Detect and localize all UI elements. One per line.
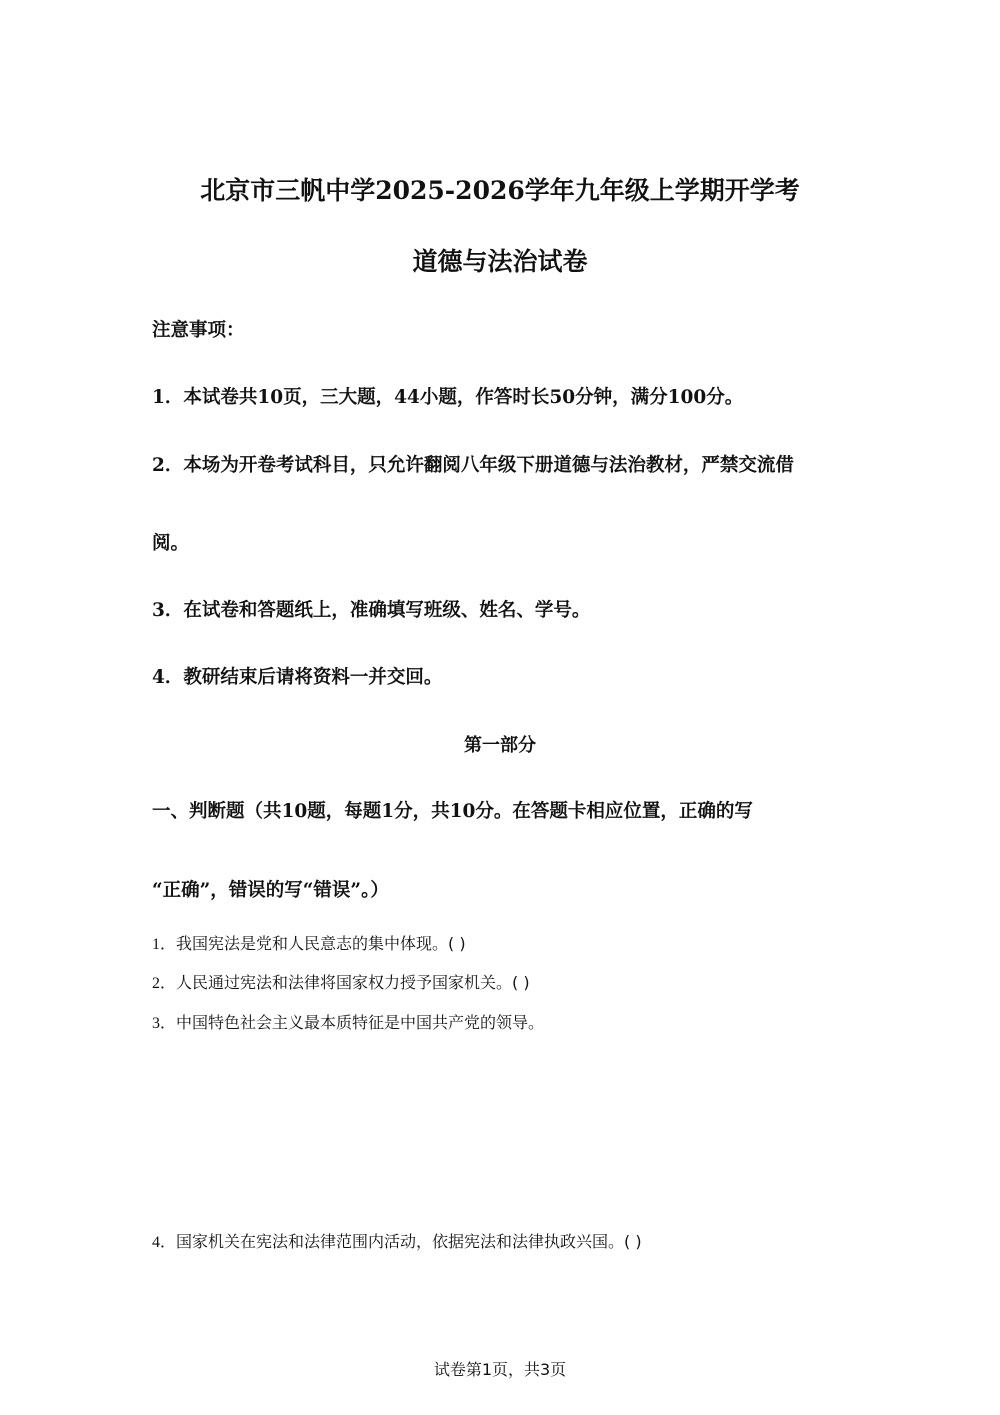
question-text: 国家机关在宪法和法律范围内活动，依据宪法和法律执政兴国。( ) [176, 1232, 642, 1251]
notes-heading: 注意事项： [152, 320, 245, 341]
page-footer: 试卷第1页，共3页 [433, 1360, 567, 1379]
question-text: 中国特色社会主义最本质特征是中国共产党的领导。 [176, 1013, 545, 1032]
question-text: 我国宪法是党和人民意志的集中体现。( ) [176, 934, 466, 953]
question-number: 1． [152, 936, 177, 953]
part-title: 第一部分 [464, 735, 536, 756]
section-heading-line1: 一、判断题（共10题，每题1分，共10分。在答题卡相应位置，正确的写 [152, 801, 753, 822]
section-heading-line2: “正确”，错误的写“错误”。） [152, 880, 389, 901]
question-number: 4． [152, 1234, 177, 1251]
note-item-4: 4．教研结束后请将资料一并交回。 [152, 667, 443, 688]
question-number: 3． [152, 1015, 177, 1032]
exam-title-line1: 北京市三帆中学2025-2026学年九年级上学期开学考 [200, 176, 800, 205]
exam-title-line2: 道德与法治试卷 [412, 247, 588, 276]
note-item-2: 2．本场为开卷考试科目，只允许翻阅八年级下册道德与法治教材，严禁交流借 [152, 455, 794, 476]
note-item-3: 3．在试卷和答题纸上，准确填写班级、姓名、学号。 [152, 600, 591, 621]
note-item-2-continued: 阅。 [152, 533, 190, 554]
question-1 [152, 931, 466, 954]
question-4 [152, 1229, 642, 1252]
question-text: 人民通过宪法和法律将国家权力授予国家机关。( ) [176, 973, 530, 992]
question-3 [152, 1010, 544, 1033]
question-number: 2． [152, 975, 177, 992]
note-item-1: 1．本试卷共10页，三大题，44小题，作答时长50分钟，满分100分。 [152, 387, 744, 408]
question-2 [152, 970, 530, 993]
